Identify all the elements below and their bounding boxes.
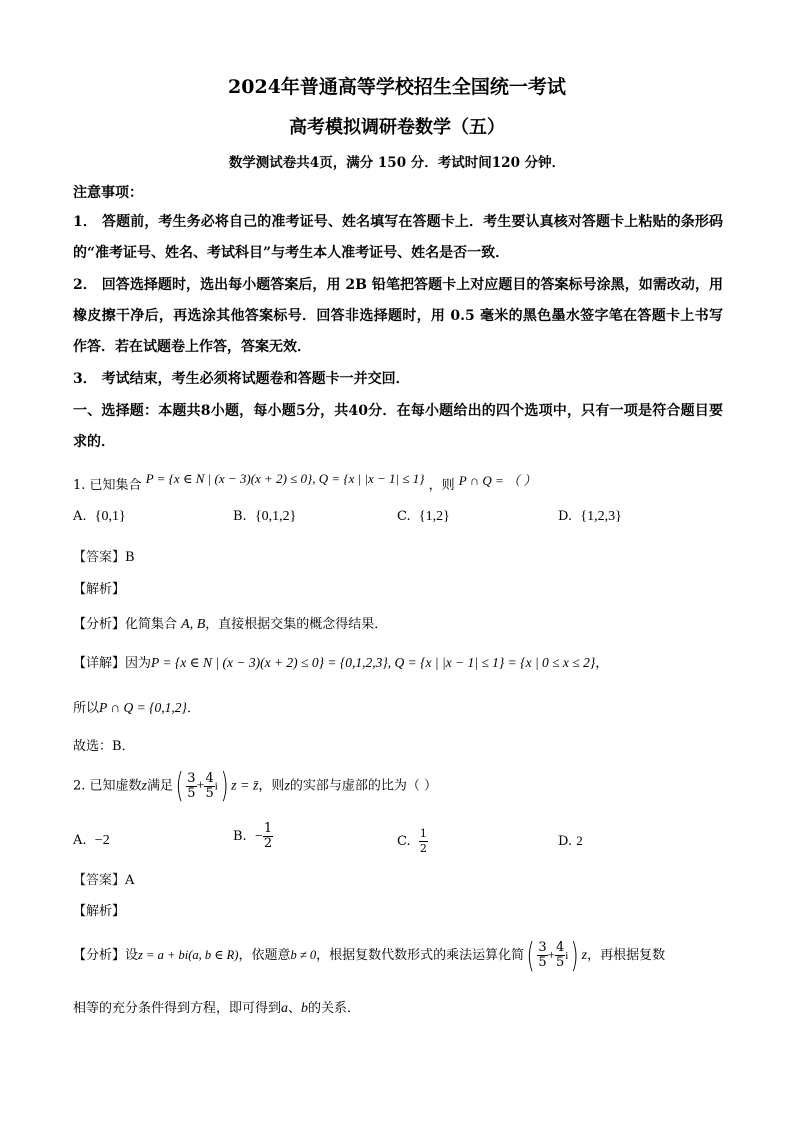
option-label: B. (233, 829, 247, 844)
notice-item-3: 3． 考试结束，考生必须将试题卷和答题卡一并交回． (73, 371, 410, 387)
right-paren-icon: ) (220, 766, 229, 806)
question-1-ask: P ∩ Q = （ ） (458, 473, 537, 488)
option-value: − (254, 829, 263, 844)
fraction (537, 941, 547, 970)
fenxi-text-end: ，直接根据交集的概念得结果． (205, 617, 388, 632)
q1-option-b (233, 509, 296, 525)
q2-option-b (233, 822, 273, 851)
question-2-suffix-end: 的实部与虚部的比为（ ） (289, 778, 438, 794)
plus-sign: + (547, 947, 555, 962)
so-math: P ∩ Q = {0,1,2} (99, 700, 187, 715)
option-label: C. (397, 834, 411, 849)
fraction-num: 4 (556, 940, 565, 955)
q1-option-d (558, 509, 622, 525)
fraction (263, 822, 273, 851)
option-value: −2 (94, 833, 110, 848)
fraction-num: 1 (263, 821, 273, 836)
option-value: {1,2} (418, 509, 450, 524)
question-1 (73, 471, 537, 493)
exam-info: 数学测试卷共4页，满分 150 分．考试时间120 分钟． (228, 155, 566, 171)
separator: 、 (288, 1001, 302, 1016)
q2-option-c (397, 827, 428, 856)
fenxi-math: z (581, 948, 588, 963)
q1-detail (73, 652, 608, 671)
notice-heading: 注意事项： (73, 185, 143, 201)
var-b: b (301, 1001, 309, 1016)
option-label: A. (73, 833, 87, 848)
q1-answer (73, 546, 135, 565)
q1-option-a (73, 509, 126, 525)
fenxi-math: z = a + bi(a, b ∈ R) (138, 948, 239, 962)
fraction-den: 5 (556, 955, 565, 970)
q2-fenxi-line2 (73, 997, 360, 1017)
detail-math: P = {x ∈ N | (x − 3)(x + 2) ≤ 0} = {0,1,2,3}, Q = {x | |x − 1| ≤ 1} = {x | 0 ≤ x ≤ 2} (151, 655, 596, 670)
var-z: z (284, 778, 290, 794)
fenxi-text: ，根据复数代数形式的乘法运算化简 (316, 948, 525, 963)
exam-title: 2024年普通高等学校招生全国统一考试 (228, 76, 566, 98)
q2-answer (73, 869, 134, 888)
fenxi-text: ，依题意 (238, 948, 291, 963)
fraction-den: 2 (419, 842, 427, 855)
answer-tag: 【答案】 (73, 550, 126, 565)
left-paren-icon: ( (526, 935, 535, 976)
fraction (419, 827, 428, 856)
notice-item-2: 2． 回答选择题时，选出每小题答案后，用 2B 铅笔把答题卡上对应题目的答案标号涂黑，如需改动，用橡皮擦干净后，再选涂其他答案标号．回答非选择题时，用 0.5 毫米的黑色墨水签字笔在答题卡上书写作答．若在试题卷上作答，答案无效． (73, 277, 723, 355)
option-label: C. (397, 509, 411, 524)
q1-analysis-tag: 【解析】 (73, 582, 126, 597)
option-label: D. (558, 509, 573, 524)
question-1-prefix: 1. 已知集合 (73, 478, 142, 493)
q1-choose: 故选：B． (73, 739, 135, 754)
equation: z = z̄ (231, 778, 259, 794)
fenxi-var: A, B (181, 617, 206, 632)
fraction-den: 5 (205, 785, 214, 801)
option-value: 2 (576, 833, 583, 848)
option-value: {0,1,2} (254, 509, 297, 524)
fraction (186, 772, 196, 801)
fraction-den: 2 (263, 836, 273, 851)
answer-tag: 【答案】 (73, 873, 126, 888)
q1-option-c (397, 509, 450, 525)
var-z: z (141, 778, 147, 794)
fraction-den: 5 (538, 955, 547, 970)
question-2-prefix: 2. 已知虚数 (73, 778, 142, 794)
q1-so (73, 697, 200, 716)
detail-text: 因为 (125, 656, 152, 671)
fenxi-text: 相等的充分条件得到方程，即可得到 (73, 1001, 282, 1016)
answer-value: A (125, 873, 135, 888)
question-1-sets: P = {x ∈ N | (x − 3)(x + 2) ≤ 0}, Q = {x | |x − 1| ≤ 1} (145, 471, 425, 486)
fenxi-tag: 【分析】 (73, 617, 126, 632)
fenxi-text-end: 的关系． (308, 1001, 361, 1016)
q1-fenxi (73, 613, 387, 633)
option-label: A. (73, 509, 87, 524)
left-paren-icon: ( (175, 766, 184, 806)
q2-fenxi (73, 935, 665, 976)
answer-value: B (125, 550, 135, 565)
fenxi-text-end: ，再根据复数 (587, 948, 666, 963)
option-label: D. (558, 834, 573, 849)
imaginary-unit: i (214, 780, 218, 793)
fraction-num: 4 (205, 770, 214, 786)
fraction-den: 5 (187, 785, 196, 801)
q2-analysis-tag: 【解析】 (73, 904, 126, 919)
fenxi-text: 设 (125, 948, 139, 963)
section-heading: 一、选择题：本题共8小题，每小题5分，共40分．在每小题给出的四个选项中，只有一项是符合题目要求的． (73, 403, 723, 450)
option-label: B. (233, 509, 247, 524)
fraction-num: 1 (419, 827, 427, 840)
right-paren-icon: ) (570, 935, 579, 976)
fenxi-text: 化简集合 (125, 617, 178, 632)
question-2 (73, 766, 437, 807)
so-text: 所以 (73, 701, 100, 716)
detail-end: ， (595, 656, 609, 671)
var-a: a (281, 1001, 289, 1016)
q2-option-a (73, 833, 110, 849)
fenxi-math: b ≠ 0 (290, 948, 317, 962)
notice-item-1: 1． 答题前，考生务必将自己的准考证号、姓名填写在答题卡上．考生要认真核对答题卡上粘贴的条形码的“准考证号、姓名、考试科目”与考生本人准考证号、姓名是否一致． (73, 214, 723, 261)
fraction (555, 941, 565, 970)
fenxi-tag: 【分析】 (73, 948, 126, 963)
fraction-num: 3 (187, 770, 196, 786)
question-2-suffix: ，则 (258, 778, 285, 794)
detail-tag: 【详解】 (73, 656, 126, 671)
option-value: {0,1} (94, 509, 126, 524)
fraction (204, 772, 214, 801)
so-end: ． (186, 701, 200, 716)
question-1-suffix: ，则 (428, 478, 455, 493)
q2-option-d (558, 833, 583, 849)
imaginary-unit: i (565, 950, 569, 962)
fraction-num: 3 (538, 940, 547, 955)
option-value: {1,2,3} (580, 509, 622, 524)
plus-sign: + (196, 778, 205, 794)
exam-subtitle: 高考模拟调研卷数学（五） (289, 117, 505, 138)
question-2-mid: 满足 (147, 778, 174, 794)
